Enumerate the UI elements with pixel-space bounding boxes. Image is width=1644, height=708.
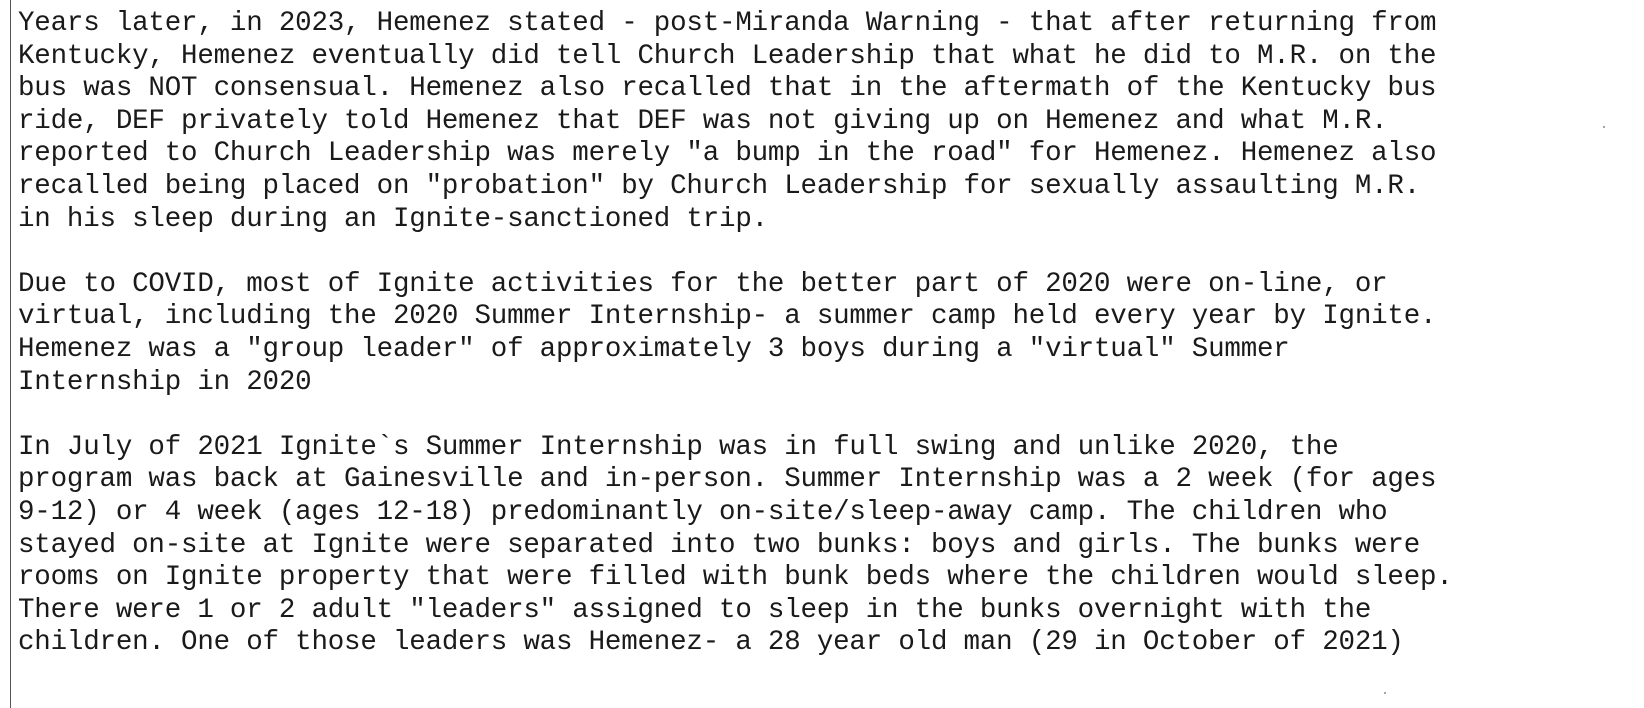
text-line: program was back at Gainesville and in-person. Summer Internship was a 2 week (for ages [18,464,1437,496]
document-body [18,8,1634,692]
text-line: Kentucky, Hemenez eventually did tell Church Leadership that what he did to M.R. on the [18,40,1437,72]
scan-speck [1384,692,1386,694]
text-line: 9-12) or 4 week (ages 12-18) predominantly on-site/sleep-away camp. The children who [18,496,1388,528]
text-line: stayed on-site at Ignite were separated into two bunks: boys and girls. The bunks were [18,529,1421,561]
scan-speck [1603,126,1605,128]
text-line: virtual, including the 2020 Summer Internship- a summer camp held every year by Ignite. [18,301,1437,333]
text-line: Due to COVID, most of Ignite activities for the better part of 2020 were on-line, or [18,268,1388,300]
paragraph-3 [18,432,1634,660]
text-line: ride, DEF privately told Hemenez that DEF was not giving up on Hemenez and what M.R. [18,105,1388,137]
text-line: rooms on Ignite property that were filled with bunk beds where the children would sleep. [18,562,1453,594]
text-line: Years later, in 2023, Hemenez stated - post-Miranda Warning - that after returning from [18,8,1437,39]
text-line: recalled being placed on "probation" by Church Leadership for sexually assaulting M.R. [18,170,1421,202]
text-line: children. One of those leaders was Hemenez- a 28 year old man (29 in October of 2021) [18,627,1404,659]
text-line: In July of 2021 Ignite`s Summer Internship was in full swing and unlike 2020, the [18,431,1339,463]
paragraph-2 [18,269,1634,399]
text-line: Hemenez was a "group leader" of approximately 3 boys during a "virtual" Summer [18,333,1290,365]
text-line: bus was NOT consensual. Hemenez also recalled that in the aftermath of the Kentucky bus [18,73,1437,105]
paragraph-1 [18,8,1634,236]
text-line: in his sleep during an Ignite-sanctioned trip. [18,203,768,235]
left-margin-rule [10,0,11,708]
text-line: Internship in 2020 [18,366,312,398]
text-line: reported to Church Leadership was merely "a bump in the road" for Hemenez. Hemenez also [18,138,1437,170]
text-line: There were 1 or 2 adult "leaders" assigned to sleep in the bunks overnight with the [18,594,1372,626]
